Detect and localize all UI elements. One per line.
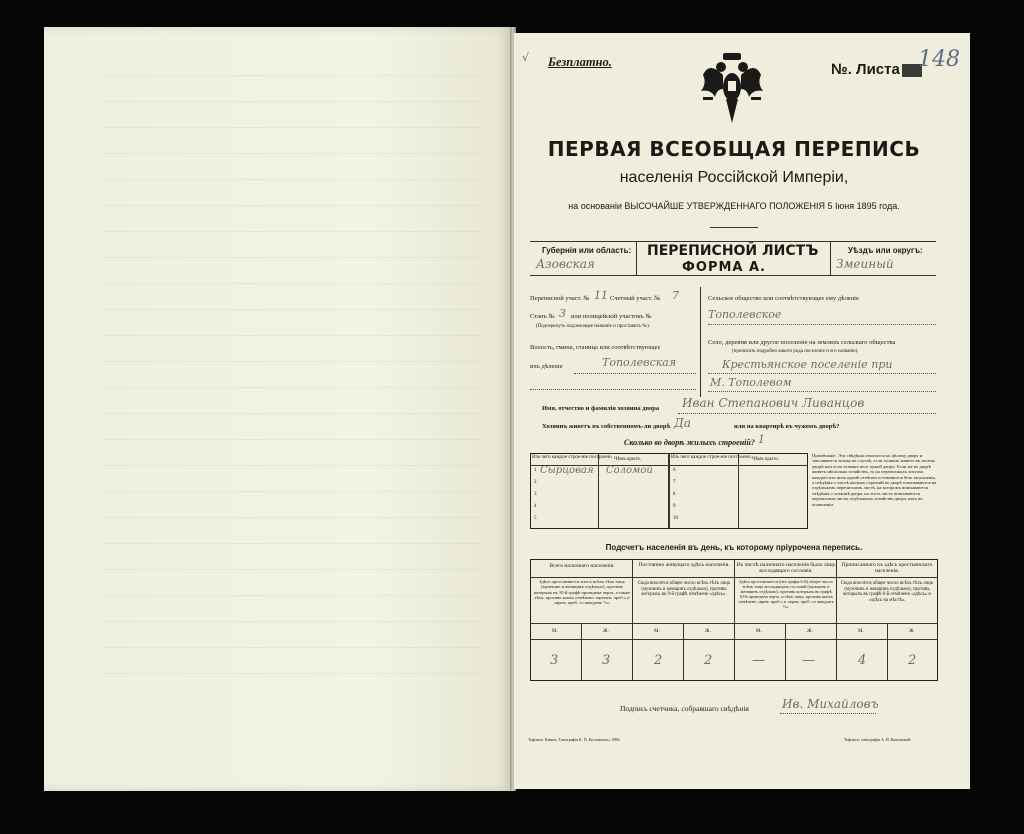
signature-line <box>780 713 876 714</box>
lives-value: Да <box>674 416 691 430</box>
village-note: (прописать подробно какого рода поселеніе и его названіе). <box>732 349 859 354</box>
uchastok-value: 11 <box>594 289 608 302</box>
stan-label: Станъ № <box>530 313 555 320</box>
ct-sex: М. <box>858 629 864 634</box>
bt-row-num: 7 <box>673 480 676 485</box>
volost-line2 <box>530 389 696 390</box>
count-title: Подсчетъ населенія въ день, къ которому пріурочена перепись. <box>605 543 863 552</box>
ct-value: 4 <box>858 653 867 668</box>
ct-head-line <box>530 577 937 578</box>
header-box-div2 <box>830 241 831 275</box>
society-line <box>708 324 936 325</box>
village-line2 <box>708 391 936 392</box>
bt-row-num: 2 <box>534 480 537 485</box>
district-label: Уѣздъ или округъ: <box>848 246 923 255</box>
bt-row-num: 5 <box>534 516 537 521</box>
volost-label2: ихъ дѣленіе <box>530 363 563 370</box>
stan-rest-label: или полицейскій участокъ № <box>571 313 652 320</box>
village-value-line2: М. Тополевом <box>710 376 792 389</box>
margin-check-mark: √ <box>522 51 530 64</box>
free-label: Безплатно. <box>548 55 612 69</box>
ct-desc-3: Здѣсь проставляется (изъ графы 6-й) общее число всѣхъ лицъ восходящихъ сословій (мужчинъ и женщинъ отдѣльно), противъ которыхъ въ графѣ 10-й проведена черта, и тѣхъ лицъ, противъ коихъ отмѣчено «врем. преб.» и «врем. преб. со шведомъ ½». <box>738 579 834 610</box>
census-basis: на основаніи ВЫСОЧАЙШЕ УТВЕРЖДЕННАГО ПОЛОЖЕНІЯ 5 Іюня 1895 года. <box>568 201 900 211</box>
ct-head-3: Въ числѣ наличнаго населенія было лицъ восходящаго сословія. <box>736 562 836 574</box>
village-line1 <box>708 373 936 374</box>
header-box-top <box>530 241 936 242</box>
census-title: ПЕРВАЯ ВСЕОБЩАЯ ПЕРЕПИСЬ <box>547 137 921 161</box>
ct-sex: М. <box>552 629 558 634</box>
ct-sub3 <box>785 623 786 680</box>
signature-label: Подпись счетчика, собравшаго свѣдѣнія <box>620 704 749 713</box>
census-subtitle: населенія Россійской Имперіи, <box>619 169 849 186</box>
ct-head-4: Приписаннаго къ здѣсь крестьянскаго населенія. <box>841 562 933 574</box>
double-headed-eagle-emblem-icon <box>701 53 763 125</box>
ct-value: 3 <box>550 653 559 668</box>
village-label: Село, деревня или другое поселеніе на земляхъ сельскаго общества <box>708 339 896 346</box>
buildings-value: 1 <box>758 433 765 446</box>
ct-head-2: Постоянно живущаго здѣсь населенія. <box>638 562 730 568</box>
volost-value: Тополевская <box>602 356 677 369</box>
ct-sex: М. <box>756 629 762 634</box>
census-form-page <box>514 33 970 789</box>
ct-desc-line <box>530 623 937 624</box>
bt-col1-right: Изъ чего каждое строе-ніе построено. <box>671 455 752 460</box>
printer-left: Тифлисъ. Кавказ. Типографія К. П. Козловскаго, 1896. <box>528 737 621 742</box>
owner-line <box>678 413 936 414</box>
bt-row-num: 8 <box>673 492 676 497</box>
ct-sub1 <box>581 623 582 680</box>
header-box-bottom <box>530 275 936 276</box>
sheet-number-value: 148 <box>918 47 960 72</box>
ct-sub2 <box>683 623 684 680</box>
signature-value: Ив. Михайловъ <box>782 697 879 711</box>
ct-head-1: Всего наличнаго населенія. <box>549 563 615 569</box>
bt-row-num: 1 <box>534 468 537 473</box>
bt-row-num: 10 <box>673 516 678 521</box>
ct-sex: Ж. <box>807 629 813 634</box>
schetny-label: Счетный участ. № <box>610 295 661 302</box>
uchastok-label: Переписной участ. № <box>530 295 590 302</box>
ct-value: 2 <box>704 653 713 668</box>
bt-col1-left: Изъ чего каждое строе-ніе построено. <box>532 455 613 460</box>
ct-sex: Ж. <box>705 629 711 634</box>
bt-col2-right: Чѣмъ крыто. <box>752 457 780 462</box>
owner-value: Иван Степанович Ливанцов <box>682 396 865 410</box>
buildings-remark: Примѣчаніе. Эти свѣдѣнія относятся къ цѣлому двору и заполняются только въ случаѣ, если хозяинъ живетъ въ своемъ дворѣ или если хозяинъ весь чужой дворъ. Если же во дворѣ живетъ нѣсколько хозяйствъ, то на переписныхъ листахъ каждаго изъ нихъ кромѣ отмѣтки оставляются безъ заполненія, а свѣдѣнія о числѣ жилыхъ строеній во дворѣ показываются на отдѣльномъ переписномъ листѣ, на которомъ вписываются свѣдѣнія о хозяинѣ двора, на этотъ листъ вписываются переписныя листы отдѣльныхъ хозяйствъ двора, какъ въ оглавленіи. <box>812 453 937 507</box>
ct-sub4 <box>887 623 888 680</box>
volost-line <box>574 373 696 374</box>
fields-divider <box>700 287 701 397</box>
form-name: ФОРМА А. <box>682 260 766 275</box>
ct-desc-4: Сюда вносится общее число всѣхъ тѣхъ лицъ (мужчинъ и женщинъ отдѣльно), противъ которыхъ въ графѣ 6-й отмѣчено «здѣсь» и «здѣсь на мѣстѣ». <box>840 581 934 603</box>
schetny-value: 7 <box>672 289 679 302</box>
bt-row-num: 4 <box>534 504 537 509</box>
ct-value: 2 <box>908 653 917 668</box>
title-ornament <box>710 227 758 228</box>
province-value: Азовская <box>536 257 595 271</box>
bt-col2-left: Чѣмъ крыто. <box>614 457 642 462</box>
stan-note: (Подчеркнуть подлежащее названіе и проставить №). <box>536 324 650 329</box>
bt-row1-material: Сырцовая <box>540 465 594 476</box>
bt-row-num: 9 <box>673 504 676 509</box>
ct-desc-1: Здѣсь проставляется итогъ всѣхъ тѣхъ лицъ (мужчинъ и женщинъ отдѣльно), противъ которыхъ въ 10-й графѣ проведена черта, а также тѣхъ, противъ коихъ отмѣчено «времен. преб.» и «врем. преб. со шведомъ ½». <box>533 579 631 606</box>
ct-sex: Ж. <box>603 629 609 634</box>
printer-right: Тифлисъ, типографія А. И. Ковальской. <box>844 737 912 742</box>
ct-sex-line <box>530 639 937 640</box>
society-label: Сельское общество или соотвѣтствующее ему дѣленіе <box>708 295 859 302</box>
form-title: ПЕРЕПИСНОЙ ЛИСТЪ <box>647 243 819 259</box>
stan-value: 3 <box>559 307 566 320</box>
header-box-div1 <box>636 241 637 275</box>
ct-value: — <box>802 653 815 668</box>
ct-sex: Ж. <box>909 629 915 634</box>
bt-row1-roof: Соломой <box>606 465 653 476</box>
sheet-number-label: №. Листа <box>831 61 900 78</box>
volost-label: Волость, гмина, станица или соотвѣтствующее <box>530 344 661 351</box>
ct-value: — <box>752 653 765 668</box>
ct-value: 2 <box>654 653 663 668</box>
ct-desc-2: Сюда вносится общее число всѣхъ тѣхъ лицъ (мужчинъ и женщинъ отдѣльно), противъ которыхъ въ 9-й графѣ отмѣчено «здѣсь». <box>637 581 731 598</box>
province-label: Губернія или область: <box>542 246 632 255</box>
district-value: Змеиный <box>836 257 894 271</box>
bt-row-num: 6 <box>673 468 676 473</box>
bt-row-num: 3 <box>534 492 537 497</box>
buildings-label: Сколько во дворѣ жилыхъ строеній? <box>624 438 755 447</box>
lives-rest-label: или на квартирѣ въ чужомъ дворѣ? <box>734 423 840 430</box>
lives-label: Хозяинъ живетъ въ собственномъ-ли дворѣ <box>542 423 671 430</box>
ct-sex: М. <box>654 629 660 634</box>
ct-value: 3 <box>602 653 611 668</box>
owner-label: Имя, отчество и фамилія хозяина двора <box>542 405 660 412</box>
society-value: Тополевское <box>708 308 782 321</box>
left-blank-page <box>44 27 512 791</box>
village-value-line1: Крестьянское поселеніе при <box>722 358 893 371</box>
